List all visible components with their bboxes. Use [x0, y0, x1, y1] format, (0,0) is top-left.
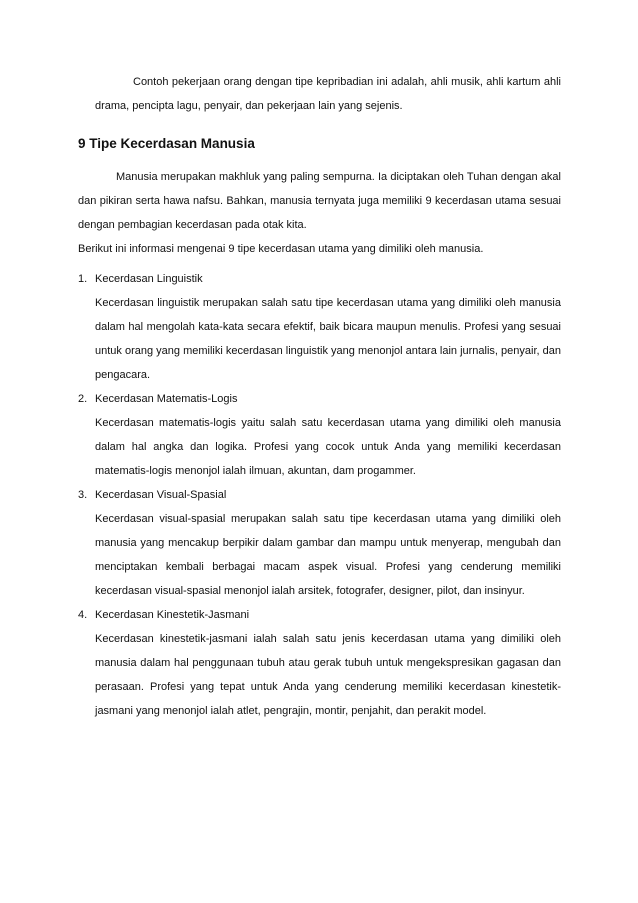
list-item	[78, 483, 561, 603]
list-item	[78, 387, 561, 483]
intelligence-types-list	[78, 267, 561, 723]
list-item-body: Kecerdasan linguistik merupakan salah satu tipe kecerdasan utama yang dimiliki oleh manusia dalam hal mengolah kata-kata secara efektif, baik bicara maupun menulis. Profesi yang sesuai untuk orang yang memiliki kecerdasan linguistik yang menonjol antara lain jurnalis, penyair, dan pengacara.	[95, 297, 561, 382]
section-heading: 9 Tipe Kecerdasan Manusia	[78, 136, 255, 151]
list-item-body: Kecerdasan visual-spasial merupakan salah satu tipe kecerdasan utama yang dimiliki oleh manusia yang mencakup berpikir dalam gambar dan mampu untuk menyerap, mengubah dan menciptakan kembali berbagai macam aspek visual. Profesi yang cenderung memiliki kecerdasan visual-spasial menonjol ialah arsitek, fotografer, designer, pilot, dan insinyur.	[95, 513, 561, 598]
list-item-number: 3.	[78, 489, 88, 502]
list-item-body: Kecerdasan matematis-logis yaitu salah satu kecerdasan utama yang dimiliki oleh manusia dalam hal angka dan logika. Profesi yang cocok untuk Anda yang memiliki kecerdasan matematis-logis menonjol ialah ilmuan, akuntan, dam progammer.	[95, 417, 561, 478]
list-item-number: 4.	[78, 609, 88, 622]
section-paragraph: Manusia merupakan makhluk yang paling sempurna. Ia diciptakan oleh Tuhan dengan akal dan pikiran serta hawa nafsu. Bahkan, manusia ternyata juga memiliki 9 kecerdasan utama sesuai dengan pembagian kecerdasan pada otak kita.	[78, 171, 561, 232]
list-item-title: Kecerdasan Matematis-Logis	[95, 393, 238, 406]
list-item-title: Kecerdasan Linguistik	[95, 273, 203, 286]
intro-paragraph: Contoh pekerjaan orang dengan tipe kepribadian ini adalah, ahli musik, ahli kartum ahli drama, pencipta lagu, penyair, dan pekerjaan lain yang sejenis.	[95, 76, 561, 112]
list-item-number: 2.	[78, 393, 88, 406]
section-lead: Berikut ini informasi mengenai 9 tipe kecerdasan utama yang dimiliki oleh manusia.	[78, 243, 484, 256]
list-item-title: Kecerdasan Kinestetik-Jasmani	[95, 609, 250, 622]
list-item-number: 1.	[78, 273, 88, 286]
list-item	[78, 603, 561, 723]
list-item-body: Kecerdasan kinestetik-jasmani ialah salah satu jenis kecerdasan utama yang dimiliki oleh manusia dalam hal penggunaan tubuh atau gerak tubuh untuk mengekspresikan gagasan dan perasaan. Profesi yang tepat untuk Anda yang cenderung memiliki kecerdasan kinestetik-jasmani yang menonjol ialah atlet, pengrajin, montir, penjahit, dan perakit model.	[95, 633, 561, 718]
list-item	[78, 267, 561, 387]
list-item-title: Kecerdasan Visual-Spasial	[95, 489, 227, 502]
